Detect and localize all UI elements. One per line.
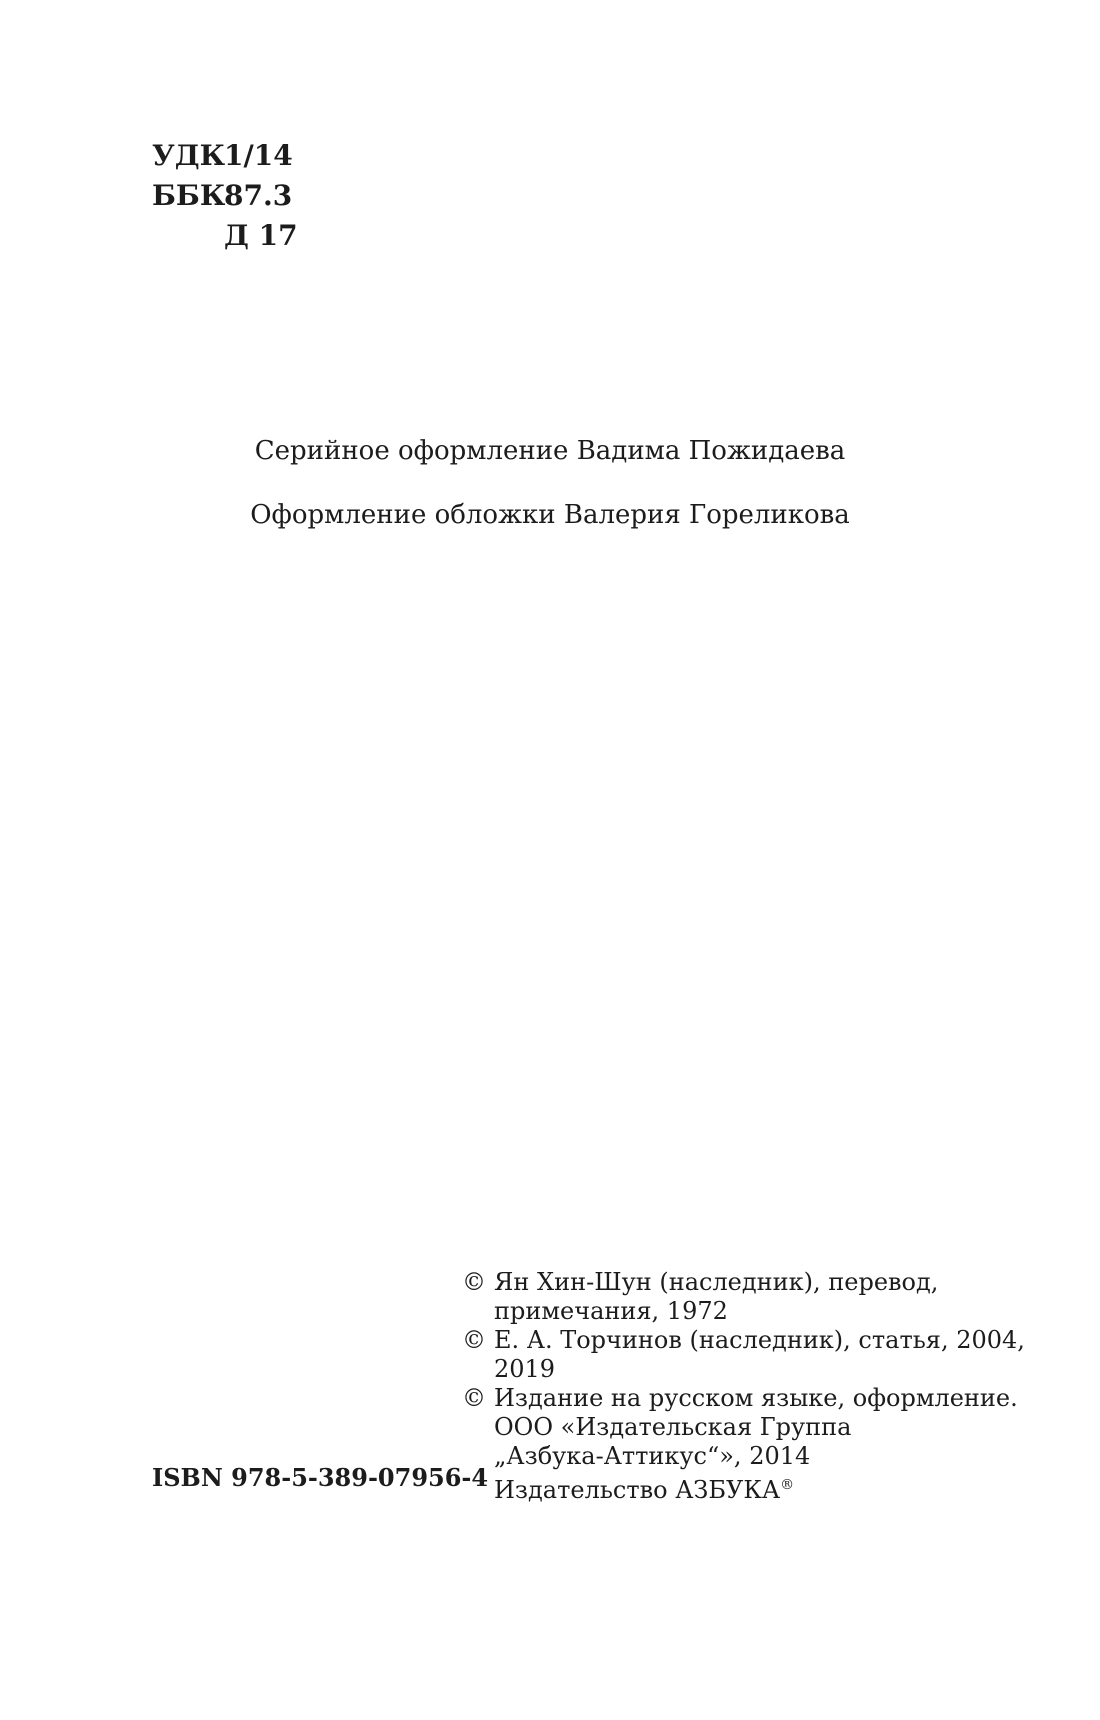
copyright-line: „Азбука-Аттикус“», 2014 xyxy=(494,1442,811,1470)
udk-label: УДК xyxy=(152,139,226,172)
copyright-line: 2019 xyxy=(494,1355,556,1383)
copyright-line: Издание на русском языке, оформление. xyxy=(494,1384,1018,1412)
bbk-row xyxy=(152,176,298,216)
copyright-symbol: © xyxy=(462,1326,486,1354)
copyright-line: ООО «Издательская Группа xyxy=(494,1413,852,1441)
copyright-entry xyxy=(462,1384,1082,1505)
series-design-credit: Серийное оформление Вадима Пожидаева xyxy=(254,436,846,466)
copyright-symbol: © xyxy=(462,1384,486,1412)
copyright-line: Е. А. Торчинов (наследник), статья, 2004, xyxy=(494,1326,1025,1354)
copyright-symbol: © xyxy=(462,1268,486,1296)
cover-design-credit: Оформление обложки Валерия Гореликова xyxy=(250,500,850,530)
copyright-line: примечания, 1972 xyxy=(494,1297,728,1325)
udk-value: 1/14 xyxy=(224,139,293,172)
publisher-line xyxy=(494,1471,1018,1505)
udk-row xyxy=(152,136,298,176)
publisher-name: Издательство АЗБУКА xyxy=(494,1476,781,1504)
isbn: ISBN 978-5-389-07956-4 xyxy=(152,1463,489,1492)
author-mark: Д 17 xyxy=(224,219,298,252)
bbk-value: 87.3 xyxy=(224,179,293,212)
copyright-line: Ян Хин-Шун (наследник), перевод, xyxy=(494,1268,939,1296)
author-mark-row xyxy=(152,216,298,256)
copyright-entry xyxy=(462,1326,1082,1384)
copyright-block xyxy=(462,1268,1082,1505)
copyright-entry xyxy=(462,1268,1082,1326)
classification-block xyxy=(152,136,298,256)
bbk-label: ББК xyxy=(152,179,226,212)
registered-mark: ® xyxy=(780,1477,795,1493)
